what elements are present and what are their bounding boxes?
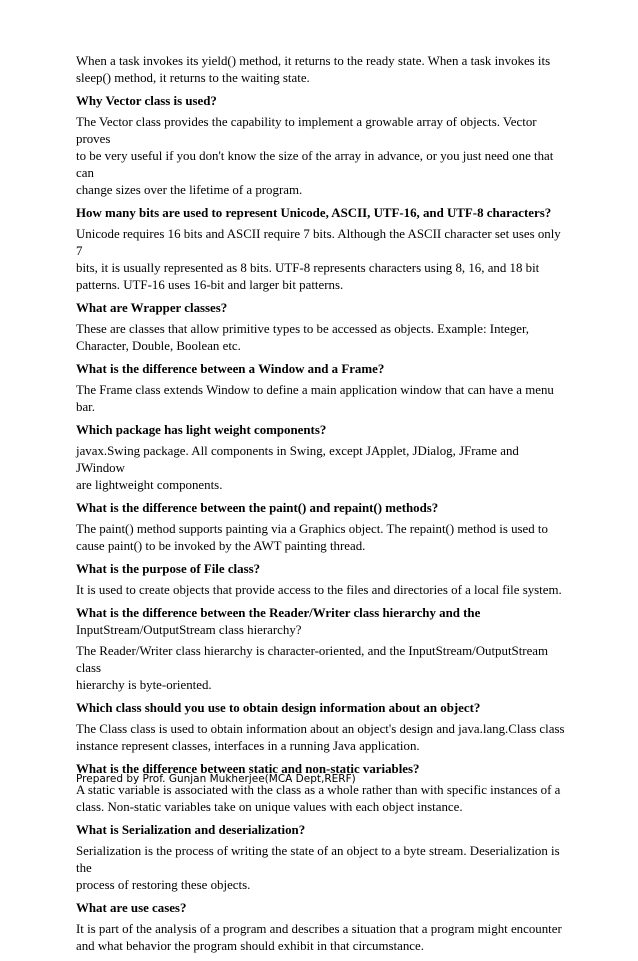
answer-paragraph: The Reader/Writer class hierarchy is character-oriented, and the InputStream/OutputStream class hierarchy is byte-oriented. [76, 644, 549, 692]
question-heading: What are Wrapper classes? [76, 301, 228, 315]
answer-paragraph: Serialization is the process of writing the state of an object to a byte stream. Deserialization is the process of restoring these objects. [76, 844, 560, 892]
question-heading: Which package has light weight components? [76, 423, 327, 437]
question-heading: What is the difference between the paint() and repaint() methods? [76, 501, 439, 515]
answer-paragraph: It is used to create objects that provide access to the files and directories of a local file system. [76, 583, 562, 597]
answer-paragraph: javax.Swing package. All components in Swing, except JApplet, JDialog, JFrame and JWindow are lightweight components. [76, 444, 519, 492]
question-heading: Which class should you use to obtain design information about an object? [76, 701, 481, 715]
question-heading: What is the difference between static and non-static variables? [76, 762, 420, 776]
answer-paragraph: The Vector class provides the capability to implement a growable array of objects. Vector proves to be very useful if you don't know the size of the array in advance, or you just need one that can change sizes over the lifetime of a program. [76, 115, 554, 197]
question-heading: What is the difference between a Window and a Frame? [76, 362, 385, 376]
question-heading: What are use cases? [76, 901, 187, 915]
question-heading [76, 605, 568, 639]
page-content [76, 53, 568, 961]
answer-paragraph: The Frame class extends Window to define a main application window that can have a menu bar. [76, 383, 554, 414]
answer-paragraph: Unicode requires 16 bits and ASCII require 7 bits. Although the ASCII character set uses only 7 bits, it is usually represented as 8 bits. UTF-8 represents characters using 8, 16, and 18 bit patterns. UTF-16 uses 16-bit and larger bit patterns. [76, 227, 561, 292]
answer-paragraph: A static variable is associated with the class as a whole rather than with specific instances of a class. Non-static variables take on unique values with each object instance. [76, 783, 561, 814]
question-heading: What is the purpose of File class? [76, 562, 261, 576]
answer-paragraph: These are classes that allow primitive types to be accessed as objects. Example: Integer, Character, Double, Boolean etc. [76, 322, 529, 353]
question-heading: Why Vector class is used? [76, 94, 217, 108]
question-heading-continuation: InputStream/OutputStream class hierarchy? [76, 623, 302, 637]
answer-paragraph: The paint() method supports painting via a Graphics object. The repaint() method is used to cause paint() to be invoked by the AWT painting thread. [76, 522, 548, 553]
question-heading: What is Serialization and deserialization? [76, 823, 306, 837]
page-footer: Prepared by Prof. Gunjan Mukherjee(MCA Dept,RERF) [76, 773, 356, 785]
answer-paragraph: The Class class is used to obtain information about an object's design and java.lang.Class class instance represent classes, interfaces in a running Java application. [76, 722, 565, 753]
question-heading-bold: What is the difference between the Reader/Writer class hierarchy and the [76, 606, 481, 620]
intro-paragraph: When a task invokes its yield() method, it returns to the ready state. When a task invokes its sleep() method, it returns to the waiting state. [76, 54, 551, 85]
question-heading: How many bits are used to represent Unicode, ASCII, UTF-16, and UTF-8 characters? [76, 206, 552, 220]
answer-paragraph: It is part of the analysis of a program and describes a situation that a program might encounter and what behavior the program should exhibit in that circumstance. [76, 922, 562, 953]
